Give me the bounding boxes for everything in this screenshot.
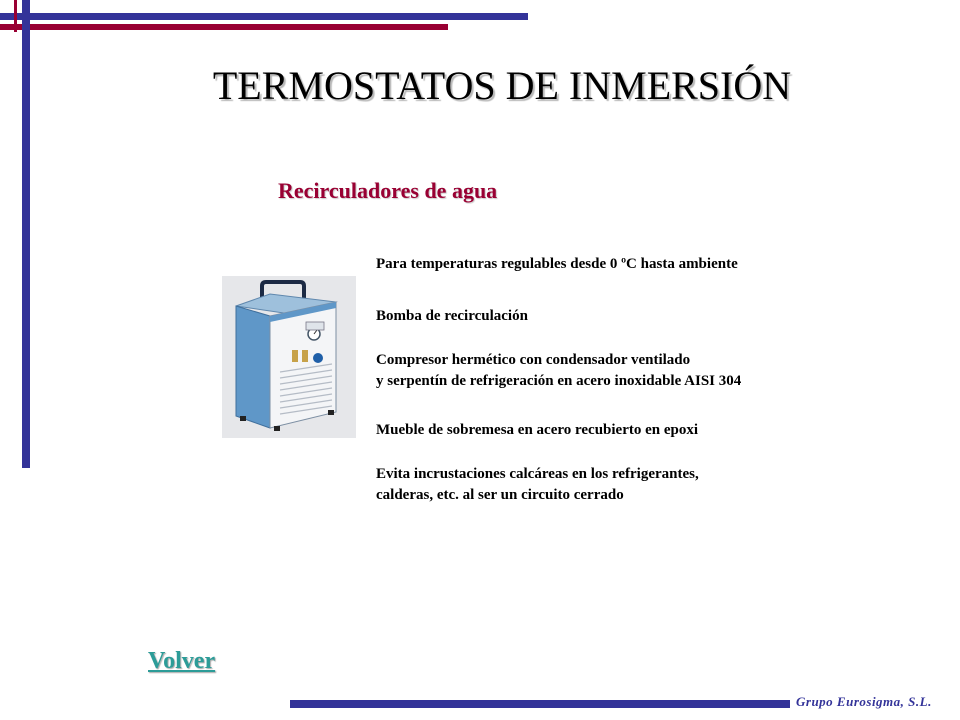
water-recirculator-photo <box>222 276 356 438</box>
feature-pump: Bomba de recirculación <box>376 308 528 324</box>
feature-closed-circuit: calderas, etc. al ser un circuito cerrado <box>376 487 624 503</box>
section-subtitle: Recirculadores de agua <box>278 178 498 203</box>
frame-bar-top-blue <box>0 13 528 20</box>
recirculator-illustration <box>222 276 356 438</box>
frame-bar-left-red <box>14 0 17 32</box>
feature-compressor-coil: y serpentín de refrigeración en acero inoxidable AISI 304 <box>376 373 742 389</box>
footer-bar <box>290 700 790 708</box>
back-link[interactable]: Volver <box>148 648 216 674</box>
frame-bar-top-red <box>0 24 448 30</box>
feature-cabinet: Mueble de sobremesa en acero recubierto en epoxi <box>376 422 699 438</box>
feature-compressor: Compresor hermético con condensador ventilado <box>376 352 691 368</box>
feature-temperature: Para temperaturas regulables desde 0 ºC hasta ambiente <box>376 256 738 272</box>
footer-company: Grupo Eurosigma, S.L. <box>796 694 932 709</box>
feature-scale-prevention: Evita incrustaciones calcáreas en los refrigerantes, <box>376 466 699 482</box>
page-title: TERMOSTATOS DE INMERSIÓN <box>212 63 792 108</box>
